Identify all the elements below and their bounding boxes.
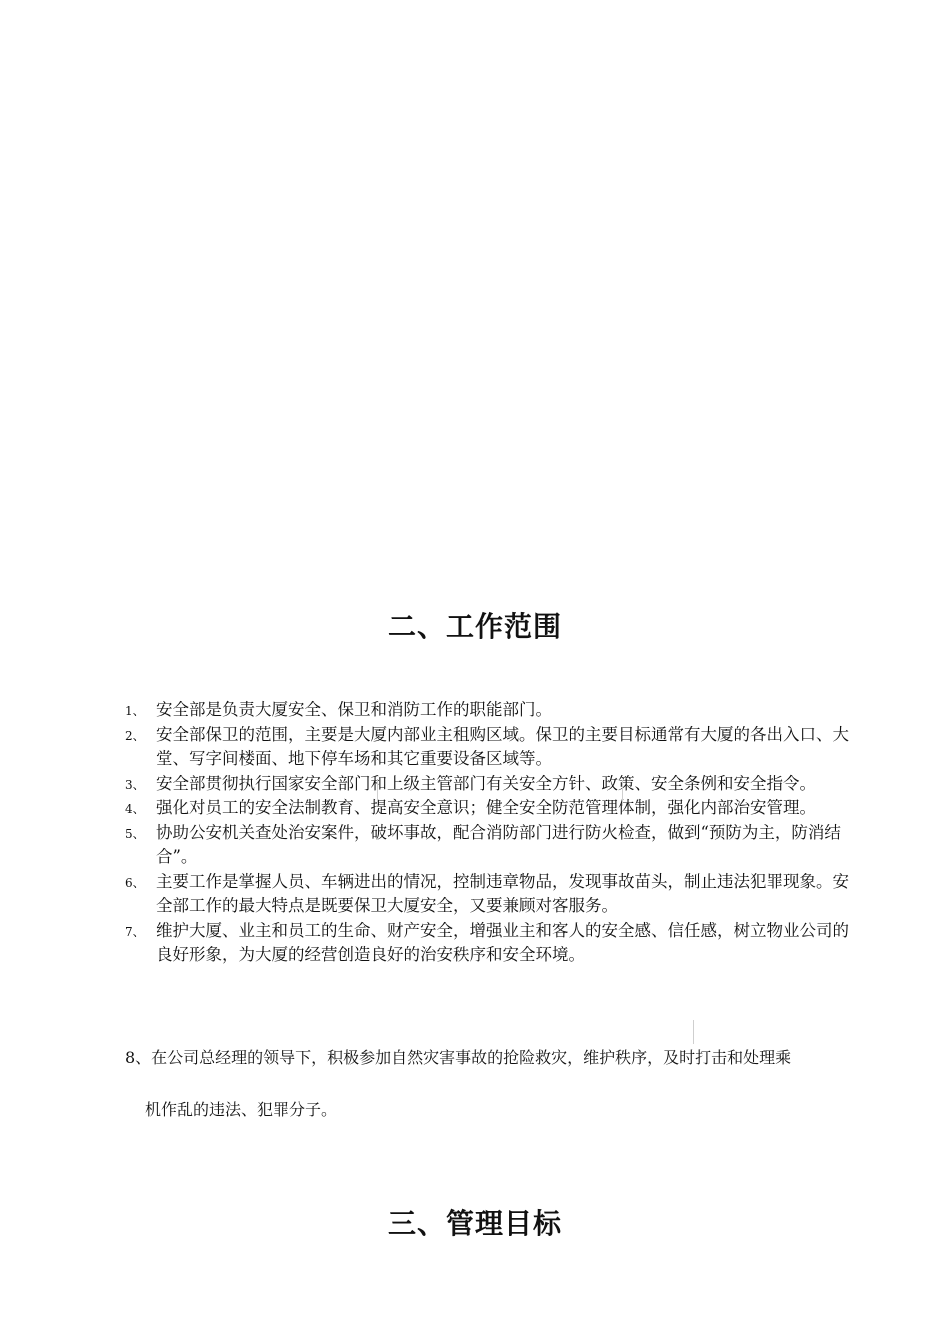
- item-number: 3、: [125, 777, 145, 792]
- item-number: 6、: [125, 875, 145, 890]
- list-item: [125, 870, 865, 919]
- item-text: 协助公安机关查处治安案件，破坏事故，配合消防部门进行防火检查，做到“预防为主，防消结合”。: [156, 822, 841, 866]
- section-title-management-goals: 三、管理目标: [387, 1207, 562, 1240]
- item-text: 安全部是负责大厦安全、保卫和消防工作的职能部门。: [156, 700, 552, 719]
- item-text: 安全部贯彻执行国家安全部门和上级主管部门有关安全方针、政策、安全条例和安全指令。: [156, 773, 816, 793]
- item-text: 维护大厦、业主和员工的生命、财产安全，增强业主和客人的安全感、信任感，树立物业公司的良好形象，为大厦的经营创造良好的治安秩序和安全环境。: [156, 920, 849, 964]
- item-number: 7、: [125, 924, 145, 939]
- list-item: [125, 796, 865, 821]
- item-number: 5、: [125, 826, 145, 841]
- item-number: 2、: [125, 728, 145, 743]
- work-scope-list: [125, 698, 865, 968]
- item-8-line-2: 机作乱的违法、犯罪分子。: [145, 1100, 338, 1119]
- section-title-work-scope: 二、工作范围: [387, 610, 562, 643]
- list-item: [125, 723, 865, 772]
- text-box-boundary: [693, 1020, 694, 1044]
- item-text: 安全部保卫的范围，主要是大厦内部业主租购区域。保卫的主要目标通常有大厦的各出入口、大堂、写字间楼面、地下停车场和其它重要设备区域等。: [156, 724, 849, 768]
- item-text: 主要工作是掌握人员、车辆进出的情况，控制违章物品，发现事故苗头，制止违法犯罪现象。安全部工作的最大特点是既要保卫大厦安全，又要兼顾对客服务。: [156, 871, 849, 915]
- text-box-boundary: [377, 780, 378, 806]
- list-item: [125, 821, 865, 870]
- item-text: 强化对员工的安全法制教育、提高安全意识；健全安全防范管理体制，强化内部治安管理。: [156, 798, 816, 817]
- text-box-boundary: [622, 780, 623, 806]
- list-item: [125, 698, 865, 723]
- list-item: [125, 919, 865, 968]
- item-number: 4、: [125, 802, 145, 816]
- list-item: [125, 772, 865, 797]
- item-8-line-1: 8、在公司总经理的领导下，积极参加自然灾害事故的抢险救灾，维护秩序，及时打击和处理乘: [125, 1048, 792, 1067]
- item-number: 1、: [125, 704, 145, 718]
